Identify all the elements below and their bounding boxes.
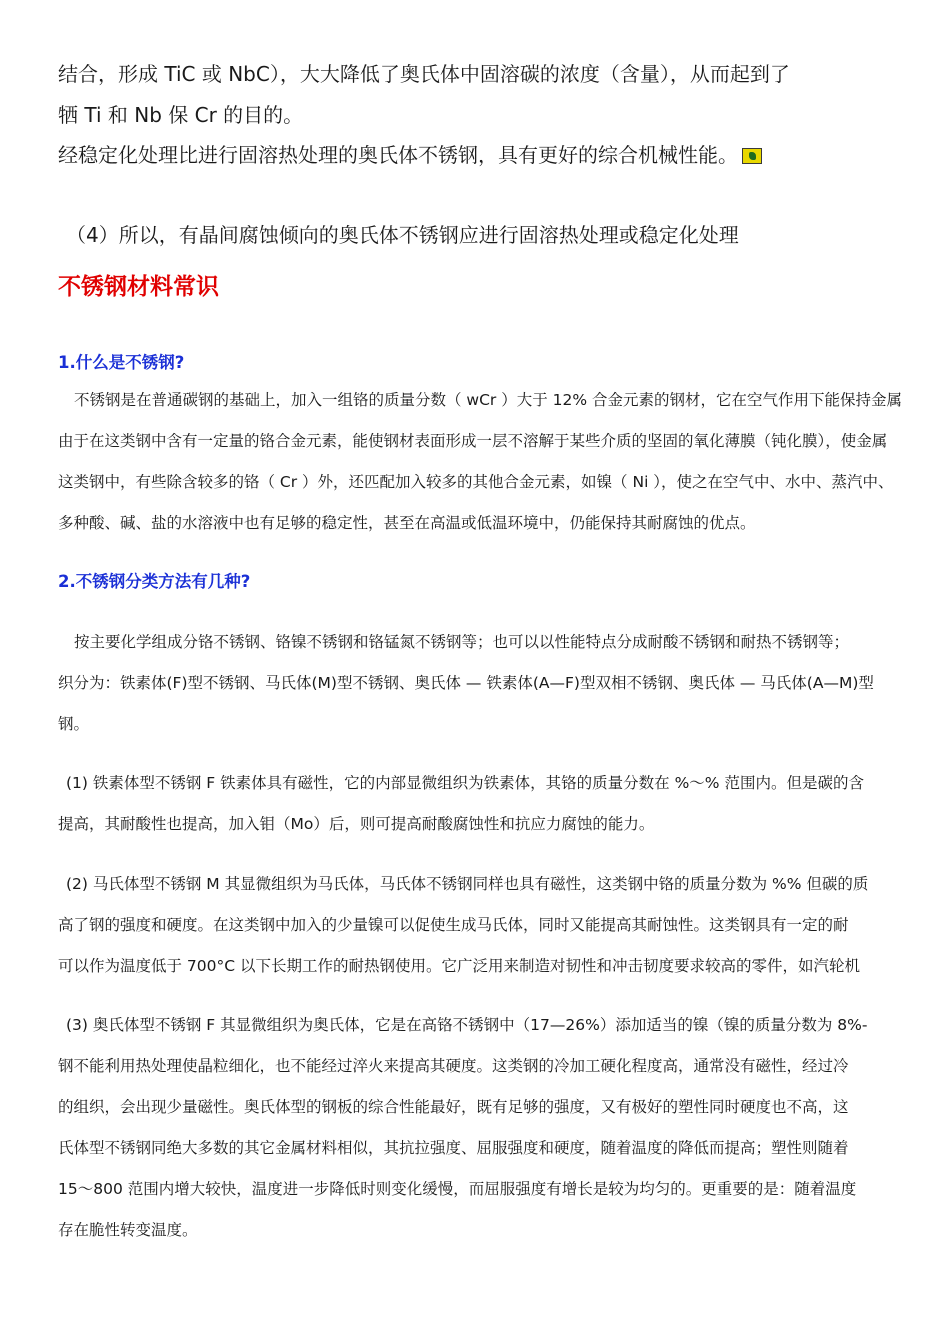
item-3-line-1: (3) 奥氏体型不锈钢 F 其显微组织为奥氏体，它是在高铬不锈钢中（17—26%）添加适当的镍（镍的质量分数为 8%- [66,1016,868,1034]
q1-paragraph-line-1: 不锈钢是在普通碳钢的基础上，加入一组铬的质量分数（ wCr ）大于 12% 合金元素的钢材，它在空气作用下能保持金属 [74,391,903,409]
question-1-title: 1.什么是不锈钢? [58,353,185,372]
item-2-line-1: (2) 马氏体型不锈钢 M 其显微组织为马氏体，马氏体不锈钢同样也具有磁性，这类钢中铬的质量分数为 %% 但碳的质 [66,875,869,893]
q2-paragraph-line-2: 织分为：铁素体(F)型不锈钢、马氏体(M)型不锈钢、奥氏体 — 铁素体(A—F)型双相不锈钢、奥氏体 — 马氏体(A—M)型 [58,674,874,692]
section-title: 不锈钢材料常识 [58,274,219,300]
q1-paragraph-line-4: 多种酸、碱、盐的水溶液中也有足够的稳定性，甚至在高温或低温环境中，仍能保持其耐腐蚀的优点。 [58,514,756,532]
item-3-line-6: 存在脆性转变温度。 [58,1221,198,1239]
item-3-line-2: 钢不能利用热处理使晶粒细化，也不能经过淬火来提高其硬度。这类钢的冷加工硬化程度高，通常没有磁性，经过冷 [58,1057,849,1075]
note-icon[interactable] [742,148,762,164]
q2-paragraph-line-1: 按主要化学组成分铬不锈钢、铬镍不锈钢和铬锰氮不锈钢等；也可以以性能特点分成耐酸不锈钢和耐热不锈钢等； [74,633,850,651]
item-2-line-3: 可以作为温度低于 700°C 以下长期工作的耐热钢使用。它广泛用来制造对韧性和冲击韧度要求较高的零件，如汽轮机 [58,957,861,975]
intro-line-3-text: 经稳定化处理比进行固溶热处理的奥氏体不锈钢，具有更好的综合机械性能。 [58,143,738,167]
intro-line-3 [58,141,762,169]
item-1-line-1: (1) 铁素体型不锈钢 F 铁素体具有磁性，它的内部显微组织为铁素体，其铬的质量分数在 %～% 范围内。但是碳的含 [66,774,864,792]
q1-paragraph-line-3: 这类钢中，有些除含较多的铬（ Cr ）外，还匹配加入较多的其他合金元素，如镍（ Ni ），使之在空气中、水中、蒸汽中、 [58,473,894,491]
intro-line-1: 结合，形成 TiC 或 NbC），大大降低了奥氏体中固溶碳的浓度（含量），从而起到了 [58,62,790,86]
item-3-line-3: 的组织，会出现少量磁性。奥氏体型的钢板的综合性能最好，既有足够的强度，又有极好的塑性同时硬度也不高，这 [58,1098,849,1116]
point-4-text: （4）所以，有晶间腐蚀倾向的奥氏体不锈钢应进行固溶热处理或稳定化处理 [66,223,739,247]
q2-paragraph-line-3: 钢。 [58,715,90,733]
item-1-line-2: 提高，其耐酸性也提高，加入钼（Mo）后，则可提高耐酸腐蚀性和抗应力腐蚀的能力。 [58,815,655,833]
item-2-line-2: 高了钢的强度和硬度。在这类钢中加入的少量镍可以促使生成马氏体，同时又能提高其耐蚀性。这类钢具有一定的耐 [58,916,849,934]
intro-line-2: 牺 Ti 和 Nb 保 Cr 的目的。 [58,103,304,127]
item-3-line-4: 氏体型不锈钢同绝大多数的其它金属材料相似，其抗拉强度、屈服强度和硬度，随着温度的降低而提高；塑性则随着 [58,1139,849,1157]
q1-paragraph-line-2: 由于在这类钢中含有一定量的铬合金元素，能使钢材表面形成一层不溶解于某些介质的坚固的氧化薄膜（钝化膜），使金属 [58,432,888,450]
item-3-line-5: 15～800 范围内增大较快，温度进一步降低时则变化缓慢，而屈服强度有增长是较为均匀的。更重要的是：随着温度 [58,1180,857,1198]
question-2-title: 2.不锈钢分类方法有几种? [58,572,251,591]
